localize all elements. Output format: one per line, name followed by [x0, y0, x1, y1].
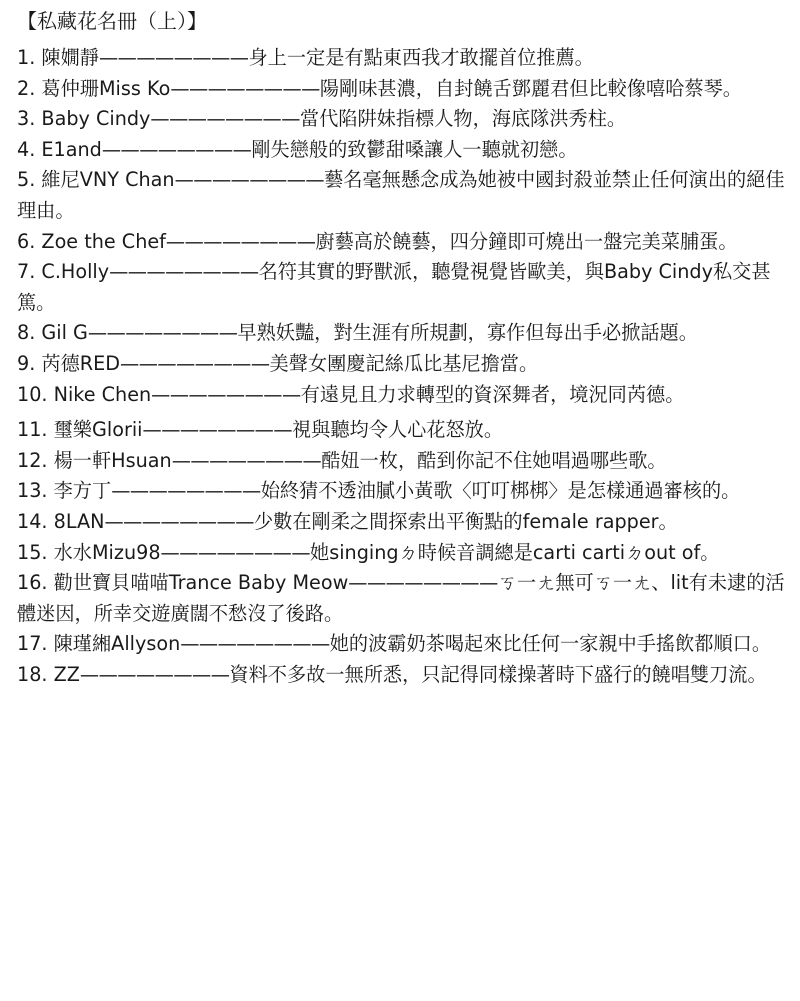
- item-description: 早熟妖豔，對生涯有所規劃，寡作但每出手必掀話題。: [237, 321, 698, 345]
- item-name: 芮德RED: [41, 351, 121, 375]
- item-dash: ————————: [180, 632, 330, 656]
- item-description: 始終猜不透油膩小黃歌〈叮叮梆梆〉是怎樣通過審核的。: [260, 479, 741, 503]
- list-item: [17, 104, 785, 135]
- item-description: 身上一定是有點東西我才敢擺首位推薦。: [248, 46, 594, 69]
- item-name: 李方丁: [53, 479, 112, 503]
- item-dash: ————————: [111, 479, 261, 503]
- item-description: 酷妞一枚，酷到你記不住她唱過哪些歌。: [321, 448, 667, 472]
- item-description: 少數在剛柔之間探索出平衡點的female rapper。: [253, 509, 678, 533]
- list-item: [17, 380, 785, 411]
- document-title: 【私藏花名冊（上）】: [17, 9, 207, 33]
- item-dash: ————————: [171, 448, 322, 472]
- item-name: 8LAN: [53, 509, 105, 533]
- item-dash: ————————: [101, 137, 252, 161]
- item-number: 8.: [17, 321, 36, 345]
- item-description: 陽剛味甚濃，自封饒舌鄧麗君但比較像嘻哈蔡琴。: [319, 76, 742, 100]
- item-number: 11.: [17, 418, 48, 442]
- item-description: 藝名毫無懸念成為她被中國封殺並禁止任何演出的絕佳理由。: [17, 168, 785, 222]
- list-item: [17, 629, 785, 660]
- list-item: [17, 568, 785, 629]
- item-dash: ————————: [151, 382, 301, 406]
- item-description: 剛失戀般的致鬱甜嗓讓人一聽就初戀。: [251, 137, 578, 161]
- list-item: [17, 165, 785, 226]
- item-name: 葛仲珊Miss Ko: [41, 76, 171, 100]
- item-name: Baby Cindy: [41, 107, 151, 131]
- item-number: 5.: [17, 168, 36, 192]
- item-name: Zoe the Chef: [41, 229, 166, 253]
- list-item: [17, 135, 785, 166]
- item-number: 12.: [17, 448, 48, 472]
- item-number: 2.: [17, 76, 36, 100]
- item-number: 10.: [17, 382, 48, 406]
- item-dash: ————————: [165, 229, 316, 253]
- item-name: E1and: [41, 137, 102, 161]
- item-dash: ————————: [98, 46, 249, 69]
- list-item: [17, 349, 785, 380]
- item-name: 璽樂Glorii: [53, 418, 143, 442]
- item-description: 資料不多故一無所悉，只記得同樣操著時下盛行的饒唱雙刀流。: [229, 662, 767, 686]
- item-number: 18.: [17, 662, 48, 686]
- list-item: [17, 415, 785, 446]
- list-item: [17, 257, 785, 318]
- item-description: 視與聽均令人心花怒放。: [292, 418, 504, 442]
- item-name: 勸世寶貝喵喵Trance Baby Meow: [53, 571, 349, 595]
- item-description: 當代陷阱妹指標人物，海底隊洪秀柱。: [299, 107, 627, 131]
- item-description: 美聲女團慶記絲瓜比基尼擔當。: [269, 351, 539, 375]
- item-dash: ————————: [170, 76, 320, 100]
- item-number: 17.: [17, 632, 48, 656]
- list-item: [17, 446, 785, 477]
- item-number: 13.: [17, 479, 48, 503]
- name-list: [17, 43, 785, 690]
- item-description: 她的波霸奶茶喝起來比任何一家親中手搖飲都順口。: [329, 632, 772, 656]
- item-name: 維尼VNY Chan: [41, 168, 175, 192]
- item-name: Gil G: [41, 321, 88, 345]
- item-number: 9.: [17, 351, 36, 375]
- item-description: 有遠見且力求轉型的資深舞者，境況同芮德。: [300, 382, 685, 406]
- item-name: C.Holly: [41, 260, 110, 284]
- item-name: 楊一軒Hsuan: [53, 448, 172, 472]
- item-name: 水水Mizu98: [53, 540, 161, 564]
- list-item: [17, 43, 785, 74]
- item-number: 7.: [17, 260, 36, 284]
- item-number: 1.: [17, 46, 36, 69]
- list-item: [17, 74, 785, 105]
- item-name: 陳嫺靜: [41, 46, 99, 69]
- list-item: [17, 227, 785, 258]
- item-dash: ————————: [79, 662, 230, 686]
- item-number: 6.: [17, 229, 36, 253]
- item-name: ZZ: [53, 662, 80, 686]
- item-dash: ————————: [348, 571, 498, 595]
- item-number: 14.: [17, 509, 48, 533]
- list-item: [17, 660, 785, 691]
- item-description: 名符其實的野獸派，聽覺視覺皆歐美，與Baby Cindy私交甚篤。: [17, 260, 771, 314]
- item-dash: ————————: [109, 260, 259, 284]
- item-description: 她singingㄉ時候音調總是carti cartiㄉout of。: [310, 540, 720, 564]
- list-item: [17, 538, 785, 569]
- item-name: Nike Chen: [53, 382, 152, 406]
- list-item: [17, 507, 785, 538]
- item-description: 廚藝高於饒藝，四分鐘即可燒出一盤完美菜脯蛋。: [315, 229, 738, 253]
- item-dash: ————————: [150, 107, 300, 131]
- item-dash: ————————: [142, 418, 292, 442]
- item-name: 陳瑾緗Allyson: [53, 632, 181, 656]
- item-dash: ————————: [87, 321, 238, 345]
- document-body: [17, 6, 785, 690]
- item-number: 15.: [17, 540, 48, 564]
- item-number: 3.: [17, 107, 36, 131]
- list-item: [17, 476, 785, 507]
- list-item: [17, 318, 785, 349]
- item-dash: ————————: [160, 540, 311, 564]
- item-dash: ————————: [104, 509, 254, 533]
- item-dash: ————————: [120, 351, 270, 375]
- item-dash: ————————: [174, 168, 325, 192]
- item-number: 4.: [17, 137, 36, 161]
- item-description: ㄎ一ㄤ無可ㄎ一ㄤ、lit有未逮的活體迷因，所幸交遊廣闊不愁沒了後路。: [17, 571, 785, 625]
- item-number: 16.: [17, 571, 48, 595]
